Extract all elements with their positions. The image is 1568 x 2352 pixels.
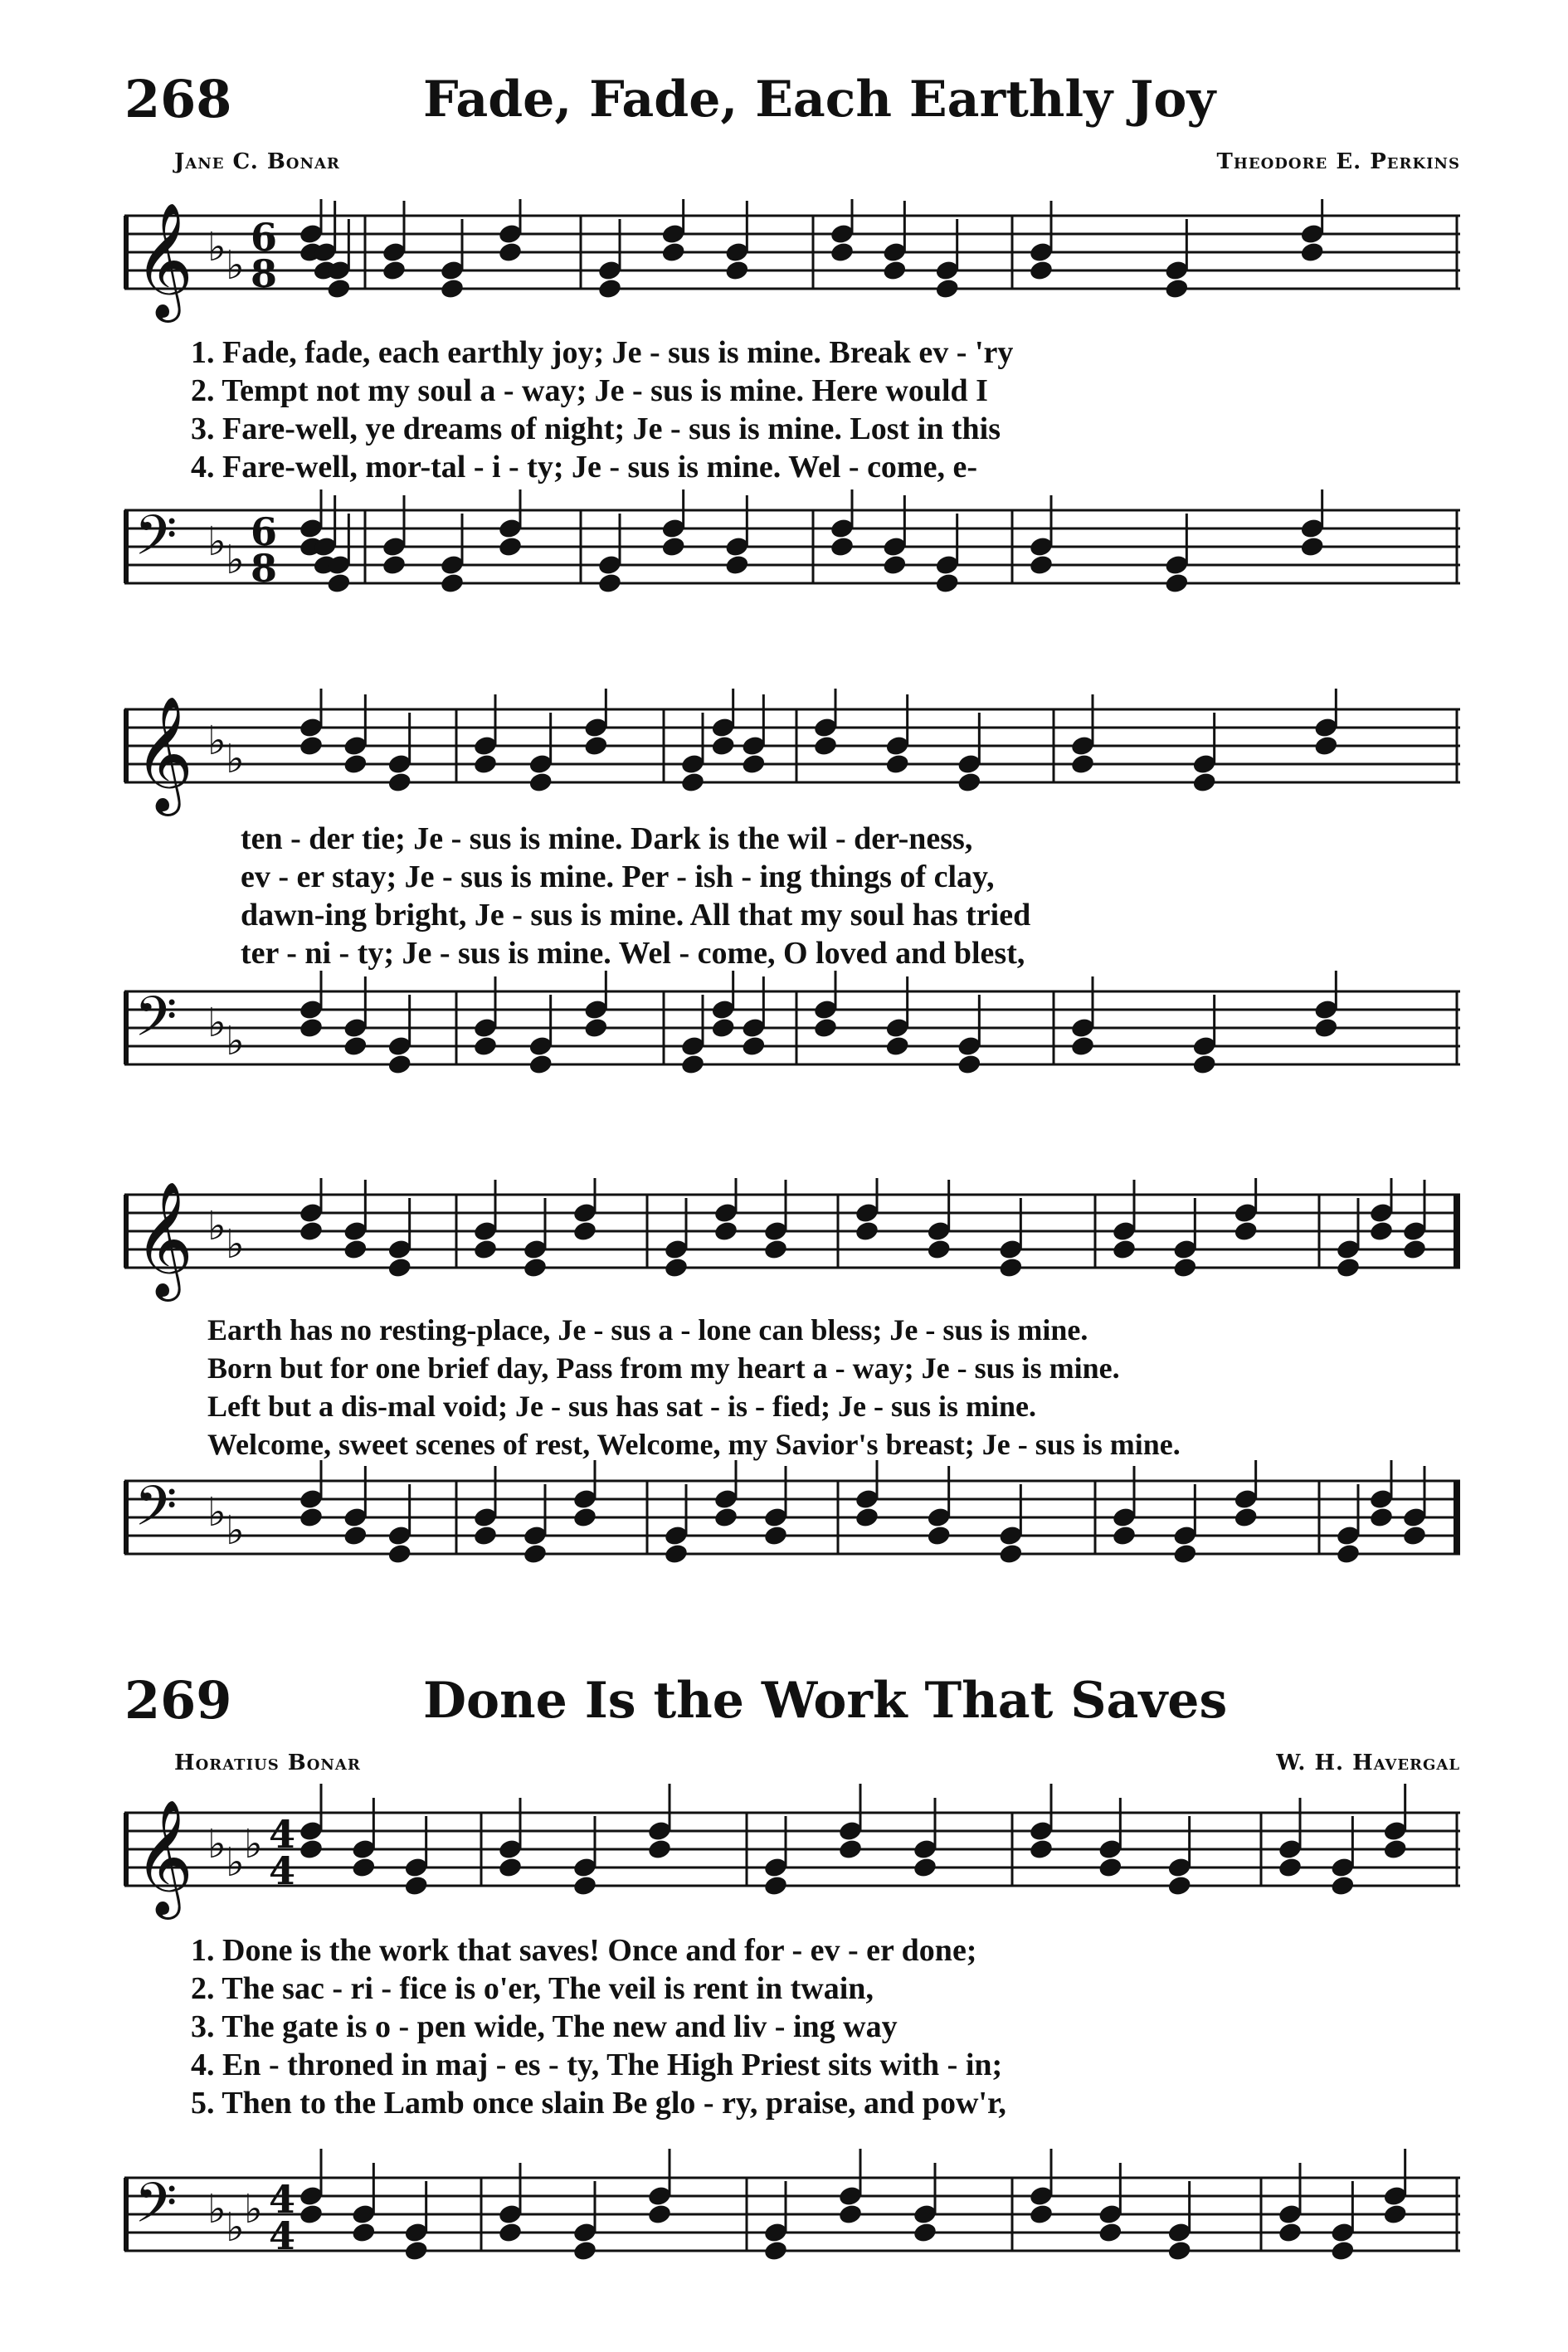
note-head [926,1238,952,1261]
bass-staff [116,1460,1460,1618]
time-signature-digit: 4 [269,2177,296,2222]
note-head [439,277,465,300]
bass-clef-icon: 𝄢 [134,2171,178,2248]
note-head [387,1542,412,1566]
flat-icon: ♭ [226,1839,245,1886]
note-head [912,1856,937,1879]
note-head [439,572,465,595]
note-head [812,1016,838,1040]
note-head [1166,2239,1192,2262]
lyrics-block [191,1931,1452,2122]
lyric-line: ter - ni - ty; Je - sus is mine. Wel - come, O loved and blest, [241,936,1025,971]
note-head [829,241,855,264]
note-head [298,2203,324,2226]
flat-icon: ♭ [207,1489,226,1536]
note-head [1098,2221,1123,2244]
lyric-line: 1. Done is the work that saves! Once and for - ev - er done; [191,1933,977,1968]
note-head [528,771,553,794]
note-head [343,1035,368,1058]
flat-icon: ♭ [207,2186,226,2233]
note-head [572,1506,597,1529]
note-head [572,1874,597,1897]
treble-clef-icon: 𝄞 [134,202,193,318]
hymn-269-header [124,1663,1468,1738]
note-head [403,1874,429,1897]
flat-icon: ♭ [226,1221,245,1268]
note-head [583,734,609,757]
note-head [351,1856,377,1879]
note-head [646,1838,672,1861]
lyric-line: 3. The gate is o - pen wide, The new and liv - ing way [191,2009,898,2044]
note-head [998,1542,1024,1566]
bass-staff [116,2149,1460,2298]
treble-staff [116,1784,1460,1933]
time-signature-digit: 4 [269,2213,296,2258]
words-by: Jane C. Bonar [174,149,340,174]
lyric-line: ev - er stay; Je - sus is mine. Per - ish - ing things of clay, [241,859,995,894]
flat-icon: ♭ [226,1018,245,1064]
note-head [679,1053,705,1076]
note-head [403,2239,429,2262]
lyric-line: Earth has no resting-place, Je - sus a - lone can bless; Je - sus is mine. [207,1313,1088,1346]
note-head [829,535,855,558]
note-head [497,2221,523,2244]
note-head [298,1220,324,1243]
note-head [326,572,352,595]
hymn-number: 268 [124,69,232,129]
note-head [663,1542,689,1566]
note-head [343,1238,368,1261]
note-head [837,1838,863,1861]
note-head [472,752,498,776]
hymn-title: Fade, Fade, Each Earthly Joy [423,71,1216,129]
hymn-268-header [124,62,1468,137]
lyric-line: dawn-ing bright, Je - sus is mine. All that my soul has tried [241,898,1031,933]
note-head [1277,1856,1303,1879]
note-head [741,752,767,776]
treble-staff [116,199,1460,336]
note-head [854,1506,879,1529]
note-head [351,2221,377,2244]
note-head [1368,1506,1394,1529]
note-head [381,259,407,282]
note-head [713,1220,738,1243]
hymn-number: 269 [124,1670,232,1731]
lyric-line: 4. Fare-well, mor-tal - i - ty; Je - sus is mine. Wel - come, e- [191,450,977,485]
note-head [660,241,686,264]
note-head [679,771,705,794]
note-head [762,2239,788,2262]
time-signature-digit: 6 [251,509,278,554]
treble-staff [116,1178,1460,1303]
time-signature-digit: 6 [251,215,278,260]
note-head [1335,1542,1361,1566]
flat-icon: ♭ [207,718,226,764]
bass-clef-icon: 𝄢 [134,985,178,1062]
note-head [762,1874,788,1897]
lyric-line: Welcome, sweet scenes of rest, Welcome, my Savior's breast; Je - sus is mine. [207,1428,1181,1461]
note-head [298,734,324,757]
note-head [522,1542,548,1566]
note-head [934,277,960,300]
note-head [1191,771,1217,794]
bass-clef-icon: 𝄢 [134,1474,178,1551]
note-head [1028,553,1054,577]
note-head [713,1506,738,1529]
note-head [1299,241,1325,264]
treble-clef-icon: 𝄞 [134,1799,193,1915]
note-head [884,1035,910,1058]
note-head [1166,1874,1192,1897]
note-head [1028,2203,1054,2226]
lyric-line: 2. The sac - ri - fice is o'er, The veil is rent in twain, [191,1971,874,2006]
note-head [298,1506,324,1529]
note-head [762,1238,788,1261]
flat-icon: ♭ [226,1507,245,1554]
note-head [1330,2239,1356,2262]
hymn-269-credits [174,1751,1460,1784]
flat-icon: ♭ [207,224,226,270]
lyrics-block [241,820,1502,972]
note-head [572,1220,597,1243]
note-head [597,277,622,300]
note-head [1335,1256,1361,1279]
lyric-line: 1. Fade, fade, each earthly joy; Je - sus is mine. Break ev - 'ry [191,335,1014,370]
note-head [298,1838,324,1861]
note-head [1098,1856,1123,1879]
note-head [343,1524,368,1547]
note-head [1382,2203,1408,2226]
note-head [1111,1238,1137,1261]
flat-icon: ♭ [226,537,245,583]
treble-clef-icon: 𝄞 [134,1181,193,1297]
treble-clef-icon: 𝄞 [134,696,193,811]
note-head [912,2221,937,2244]
note-head [497,241,523,264]
note-head [1111,1524,1137,1547]
note-head [472,1524,498,1547]
bass-staff [116,971,1460,1112]
note-head [472,1035,498,1058]
note-head [724,259,750,282]
note-head [1382,1838,1408,1861]
note-head [1368,1220,1394,1243]
music-by: W. H. Havergal [1276,1751,1460,1775]
note-head [1233,1506,1259,1529]
lyric-line: 5. Then to the Lamb once slain Be glo - ry, praise, and pow'r, [191,2086,1006,2121]
note-head [298,1016,324,1040]
note-head [934,572,960,595]
note-head [1313,1016,1339,1040]
bass-clef-icon: 𝄢 [134,504,178,581]
note-head [854,1220,879,1243]
lyric-line: Born but for one brief day, Pass from my heart a - way; Je - sus is mine. [207,1351,1120,1385]
note-head [572,2239,597,2262]
note-head [1172,1256,1198,1279]
flat-icon: ♭ [226,242,245,289]
time-signature-digit: 4 [269,1812,296,1857]
flat-icon: ♭ [244,1821,263,1867]
note-head [741,1035,767,1058]
flat-icon: ♭ [207,1821,226,1867]
flat-icon: ♭ [207,1000,226,1046]
lyric-line: Left but a dis-mal void; Je - sus has sat - is - fied; Je - sus is mine. [207,1390,1037,1423]
note-head [1069,752,1095,776]
note-head [1401,1238,1427,1261]
note-head [663,1256,689,1279]
note-head [957,1053,982,1076]
note-head [762,1524,788,1547]
note-head [660,535,686,558]
lyrics-block [191,334,1452,486]
note-head [957,771,982,794]
flat-icon: ♭ [226,736,245,782]
note-head [381,553,407,577]
note-head [882,553,908,577]
note-head [1069,1035,1095,1058]
note-head [710,1016,736,1040]
lyric-line: 3. Fare-well, ye dreams of night; Je - sus is mine. Lost in this [191,411,1001,446]
note-head [646,2203,672,2226]
flat-icon: ♭ [207,1203,226,1249]
note-head [1172,1542,1198,1566]
hymn-title: Done Is the Work That Saves [423,1672,1228,1730]
note-head [528,1053,553,1076]
note-head [710,734,736,757]
note-head [583,1016,609,1040]
music-by: Theodore E. Perkins [1216,149,1460,174]
note-head [882,259,908,282]
flat-icon: ♭ [207,519,226,565]
lyrics-block [207,1311,1468,1463]
note-head [497,1856,523,1879]
note-head [1299,535,1325,558]
note-head [343,752,368,776]
hymn-268-credits [174,149,1460,183]
time-signature-digit: 8 [251,546,278,591]
lyric-line: 4. En - throned in maj - es - ty, The High Priest sits with - in; [191,2048,1003,2082]
flat-icon: ♭ [226,2204,245,2251]
lyric-line: 2. Tempt not my soul a - way; Je - sus is mine. Here would I [191,373,988,408]
time-signature-digit: 4 [269,1848,296,1893]
note-head [1401,1524,1427,1547]
note-head [1191,1053,1217,1076]
flat-icon: ♭ [244,2186,263,2233]
note-head [1028,259,1054,282]
note-head [387,771,412,794]
note-head [1164,277,1190,300]
note-head [1028,1838,1054,1861]
note-head [472,1238,498,1261]
note-head [837,2203,863,2226]
note-head [387,1256,412,1279]
note-head [724,553,750,577]
bass-staff [116,489,1460,631]
lyric-line: ten - der tie; Je - sus is mine. Dark is the wil - der-ness, [241,821,973,856]
note-head [522,1256,548,1279]
words-by: Horatius Bonar [174,1751,361,1775]
note-head [998,1256,1024,1279]
note-head [387,1053,412,1076]
note-head [326,277,352,300]
note-head [597,572,622,595]
note-head [1330,1874,1356,1897]
note-head [497,535,523,558]
note-head [884,752,910,776]
note-head [1313,734,1339,757]
note-head [1233,1220,1259,1243]
note-head [812,734,838,757]
treble-staff [116,689,1460,821]
time-signature-digit: 8 [251,251,278,296]
note-head [1277,2221,1303,2244]
note-head [1164,572,1190,595]
note-head [926,1524,952,1547]
